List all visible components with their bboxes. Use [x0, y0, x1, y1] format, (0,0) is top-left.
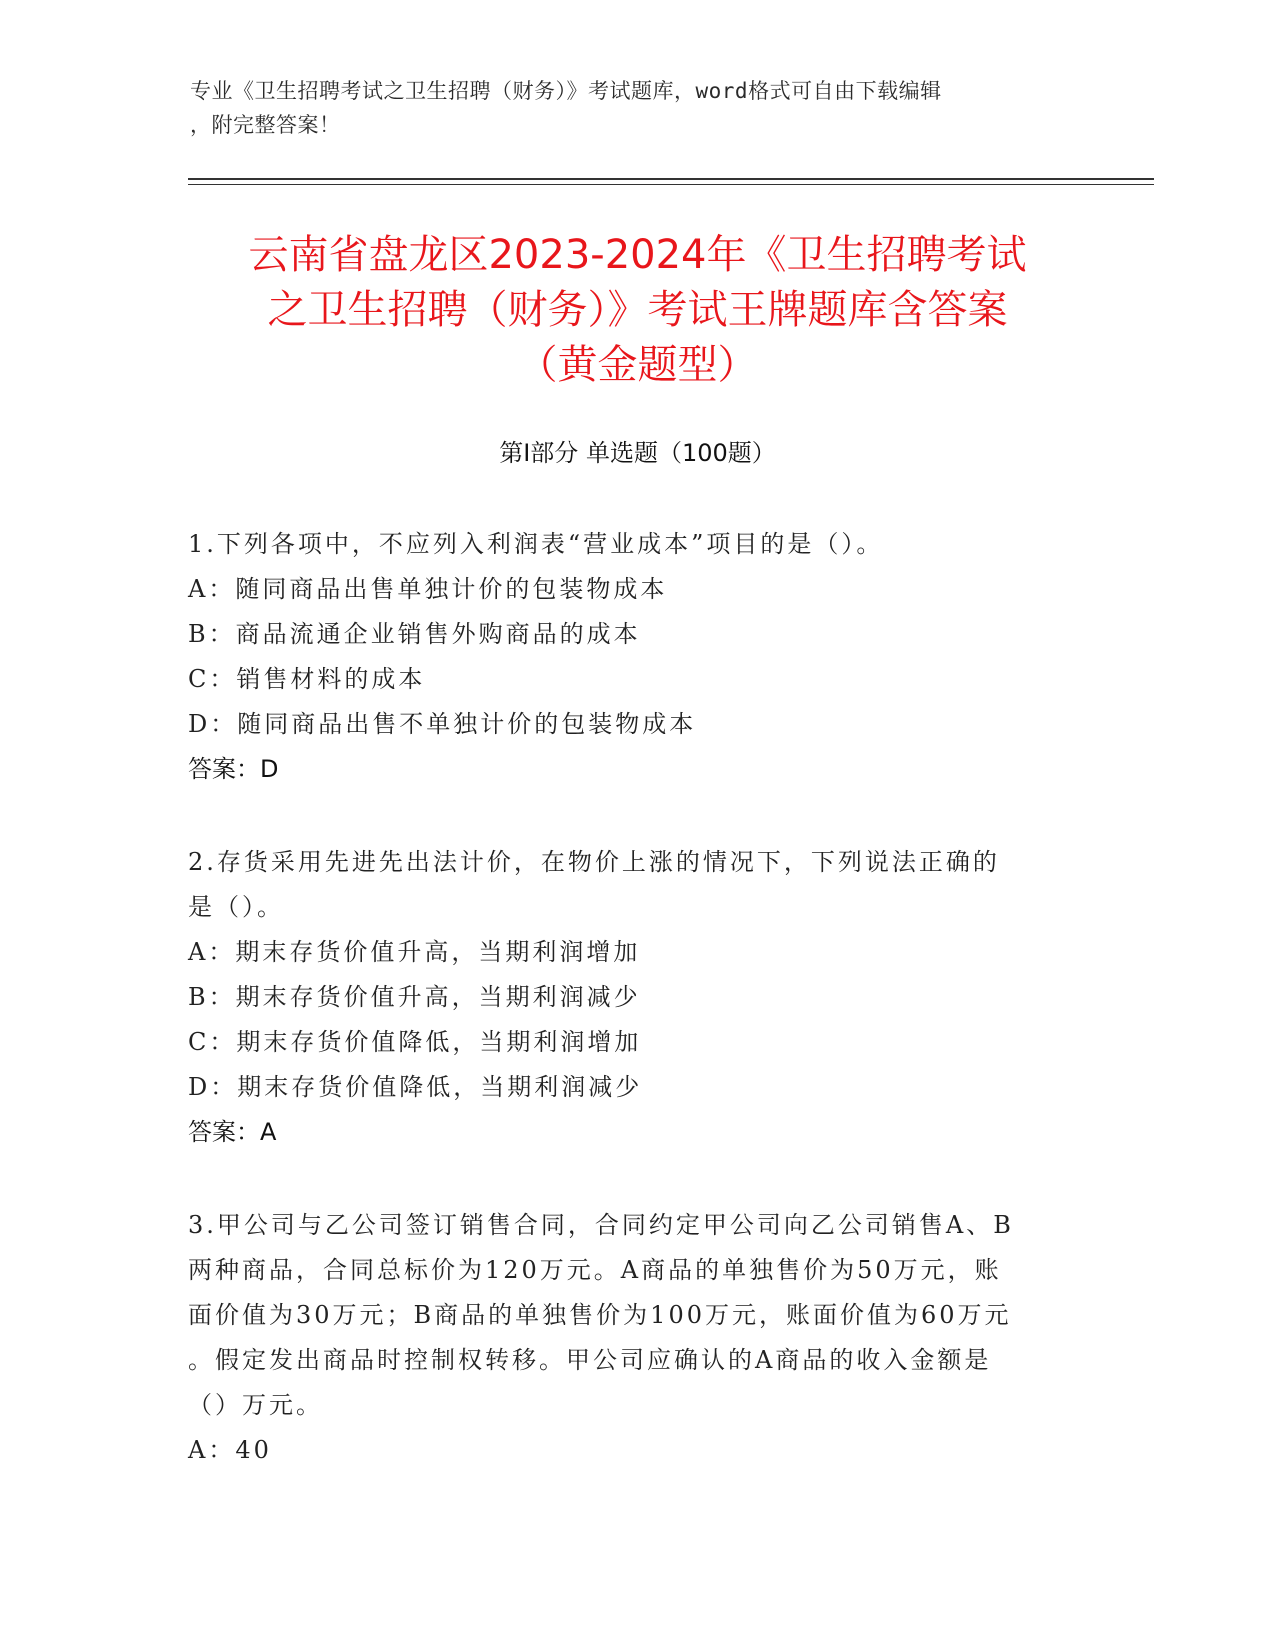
- question-stem-line: 面价值为30万元；B商品的单独售价为100万元，账面价值为60万元: [188, 1301, 1012, 1329]
- header-note-line-2: ，附完整答案！: [190, 113, 341, 137]
- document-title-line-3: （黄金题型）: [517, 342, 758, 388]
- question-stem-line: 3.甲公司与乙公司签订销售合同，合同约定甲公司向乙公司销售A、B: [188, 1211, 1014, 1239]
- document-title-line-1: 云南省盘龙区2023-2024年《卫生招聘考试: [248, 232, 1027, 278]
- question-stem-line: 是（）。: [188, 893, 284, 921]
- answer-line: 答案：D: [188, 755, 279, 783]
- document-title: [160, 228, 1115, 393]
- option-b: B：商品流通企业销售外购商品的成本: [188, 620, 641, 648]
- option-d: D：随同商品出售不单独计价的包装物成本: [188, 710, 697, 738]
- option-d: D：期末存货价值降低，当期利润减少: [188, 1073, 643, 1101]
- document-title-line-2: 之卫生招聘（财务）》考试王牌题库含答案: [267, 287, 1008, 333]
- option-a: A：期末存货价值升高，当期利润增加: [188, 938, 641, 966]
- header-rule-thick: [188, 178, 1154, 180]
- question-stem-line: 。假定发出商品时控制权转移。甲公司应确认的A商品的收入金额是: [188, 1346, 992, 1374]
- section-heading: 第Ⅰ部分 单选题（100题）: [499, 439, 776, 467]
- question-3: [188, 1203, 1088, 1473]
- option-a: A：40: [188, 1436, 272, 1464]
- header-note-line-1: 专业《卫生招聘考试之卫生招聘（财务）》考试题库，word格式可自由下载编辑: [190, 79, 942, 103]
- question-stem-line: 2.存货采用先进先出法计价，在物价上涨的情况下，下列说法正确的: [188, 848, 1000, 876]
- option-b: B：期末存货价值升高，当期利润减少: [188, 983, 641, 1011]
- question-stem-line: （）万元。: [188, 1391, 323, 1419]
- header-note: [190, 74, 1070, 142]
- question-stem-line: 1.下列各项中，不应列入利润表“营业成本”项目的是（）。: [188, 530, 884, 558]
- question-stem-line: 两种商品，合同总标价为120万元。A商品的单独售价为50万元，账: [188, 1256, 1002, 1284]
- question-2: [188, 840, 1088, 1155]
- option-c: C：期末存货价值降低，当期利润增加: [188, 1028, 642, 1056]
- option-c: C：销售材料的成本: [188, 665, 426, 693]
- answer-line: 答案：A: [188, 1118, 277, 1146]
- question-1: [188, 522, 1088, 792]
- option-a: A：随同商品出售单独计价的包装物成本: [188, 575, 668, 603]
- header-rule-thin: [188, 184, 1154, 185]
